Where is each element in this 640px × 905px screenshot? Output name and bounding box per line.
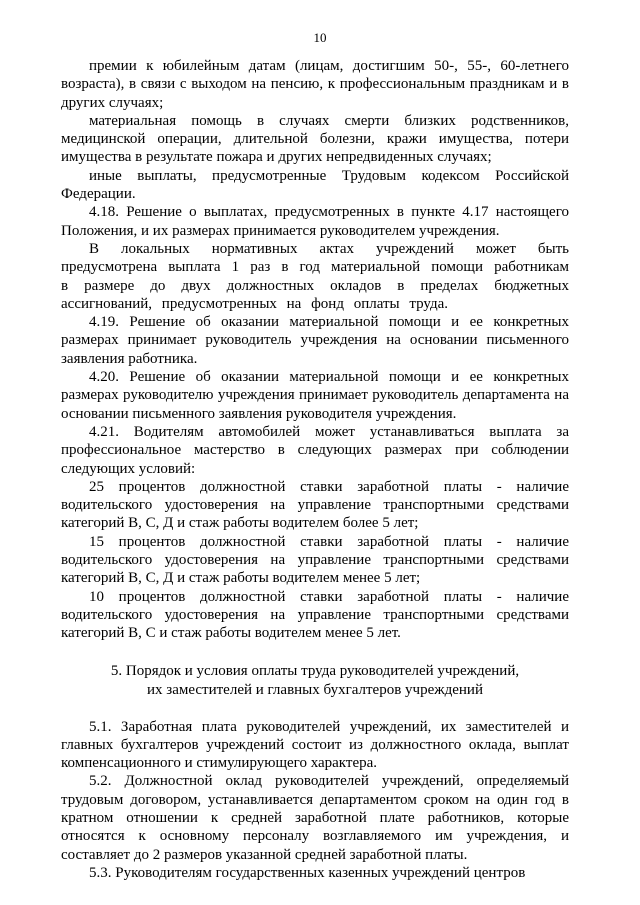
paragraph-25-percent: 25 процентов должностной ставки заработной платы - наличие водительского удостоверения на управление транспортными средствами категорий В, С, Д и стаж работы водителем более 5 лет; xyxy=(61,478,569,532)
section-heading-line-1: 5. Порядок и условия оплаты труда руководителей учреждений, xyxy=(110,662,520,679)
paragraph-bonus-anniversary: премии к юбилейным датам (лицам, достигшим 50-, 55-, 60-летнего возраста), в связи с выходом на пенсию, к профессиональным праздникам и в других случаях; xyxy=(61,58,569,111)
paragraph-4-20: 4.20. Решение об оказании материальной помощи и ее конкретных размерах руководителю учреждения принимает руководитель департамента на основании письменного заявления руководителя учреждения. xyxy=(61,369,569,422)
paragraph-5-3: 5.3. Руководителям государственных казенных учреждений центров xyxy=(89,864,526,881)
paragraph-10-percent: 10 процентов должностной ставки заработной платы - наличие водительского удостоверения на управление транспортными средствами категорий В, С и стаж работы водителем менее 5 лет. xyxy=(61,588,569,642)
paragraph-15-percent: 15 процентов должностной ставки заработной платы - наличие водительского удостоверения на управление транспортными средствами категорий В, С, Д и стаж работы водителем менее 5 лет; xyxy=(61,533,569,587)
paragraph-4-18: 4.18. Решение о выплатах, предусмотренных в пункте 4.17 настоящего Положения, и их размерах принимается руководителем учреждения. xyxy=(61,204,569,239)
paragraph-5-2: 5.2. Должностной оклад руководителей учреждений, определяемый трудовым договором, устанавливается департаментом сроком на один год в кратном отношении к средней заработной плате работников, которые относятся к основному персоналу возглавляемого им учреждения, и составляет до 2 размеров указанной средней заработной платы. xyxy=(61,773,569,863)
paragraph-4-21: 4.21. Водителям автомобилей может устанавливаться выплата за профессиональное мастерство в следующих размерах при соблюдении следующих условий: xyxy=(61,423,569,477)
section-heading-line-2: их заместителей и главных бухгалтеров учреждений xyxy=(147,681,483,698)
paragraph-5-1: 5.1. Заработная плата руководителей учреждений, их заместителей и главных бухгалтеров учреждений состоит из должностного оклада, выплат компенсационного и стимулирующего характера. xyxy=(61,718,569,772)
paragraph-material-aid: материальная помощь в случаях смерти близких родственников, медицинской операции, длительной болезни, кражи имущества, потери имущества в результате пожара и других непредвиденных случаях; xyxy=(61,112,569,166)
section-5-heading xyxy=(61,662,569,700)
paragraph-other-payments: иные выплаты, предусмотренные Трудовым кодексом Российской Федерации. xyxy=(61,167,569,203)
page-number: 10 xyxy=(313,30,327,45)
paragraph-local-acts: В локальных нормативных актах учреждений может быть предусмотрена выплата 1 раз в год материальной помощи работникам в размере до двух должностных окладов в пределах бюджетных ассигнований, предусмотренных на фонд оплаты труда. xyxy=(61,240,569,312)
page-content xyxy=(61,57,569,882)
paragraph-4-19: 4.19. Решение об оказании материальной помощи и ее конкретных размерах принимает руководитель учреждения на основании письменного заявления работника. xyxy=(61,314,569,367)
